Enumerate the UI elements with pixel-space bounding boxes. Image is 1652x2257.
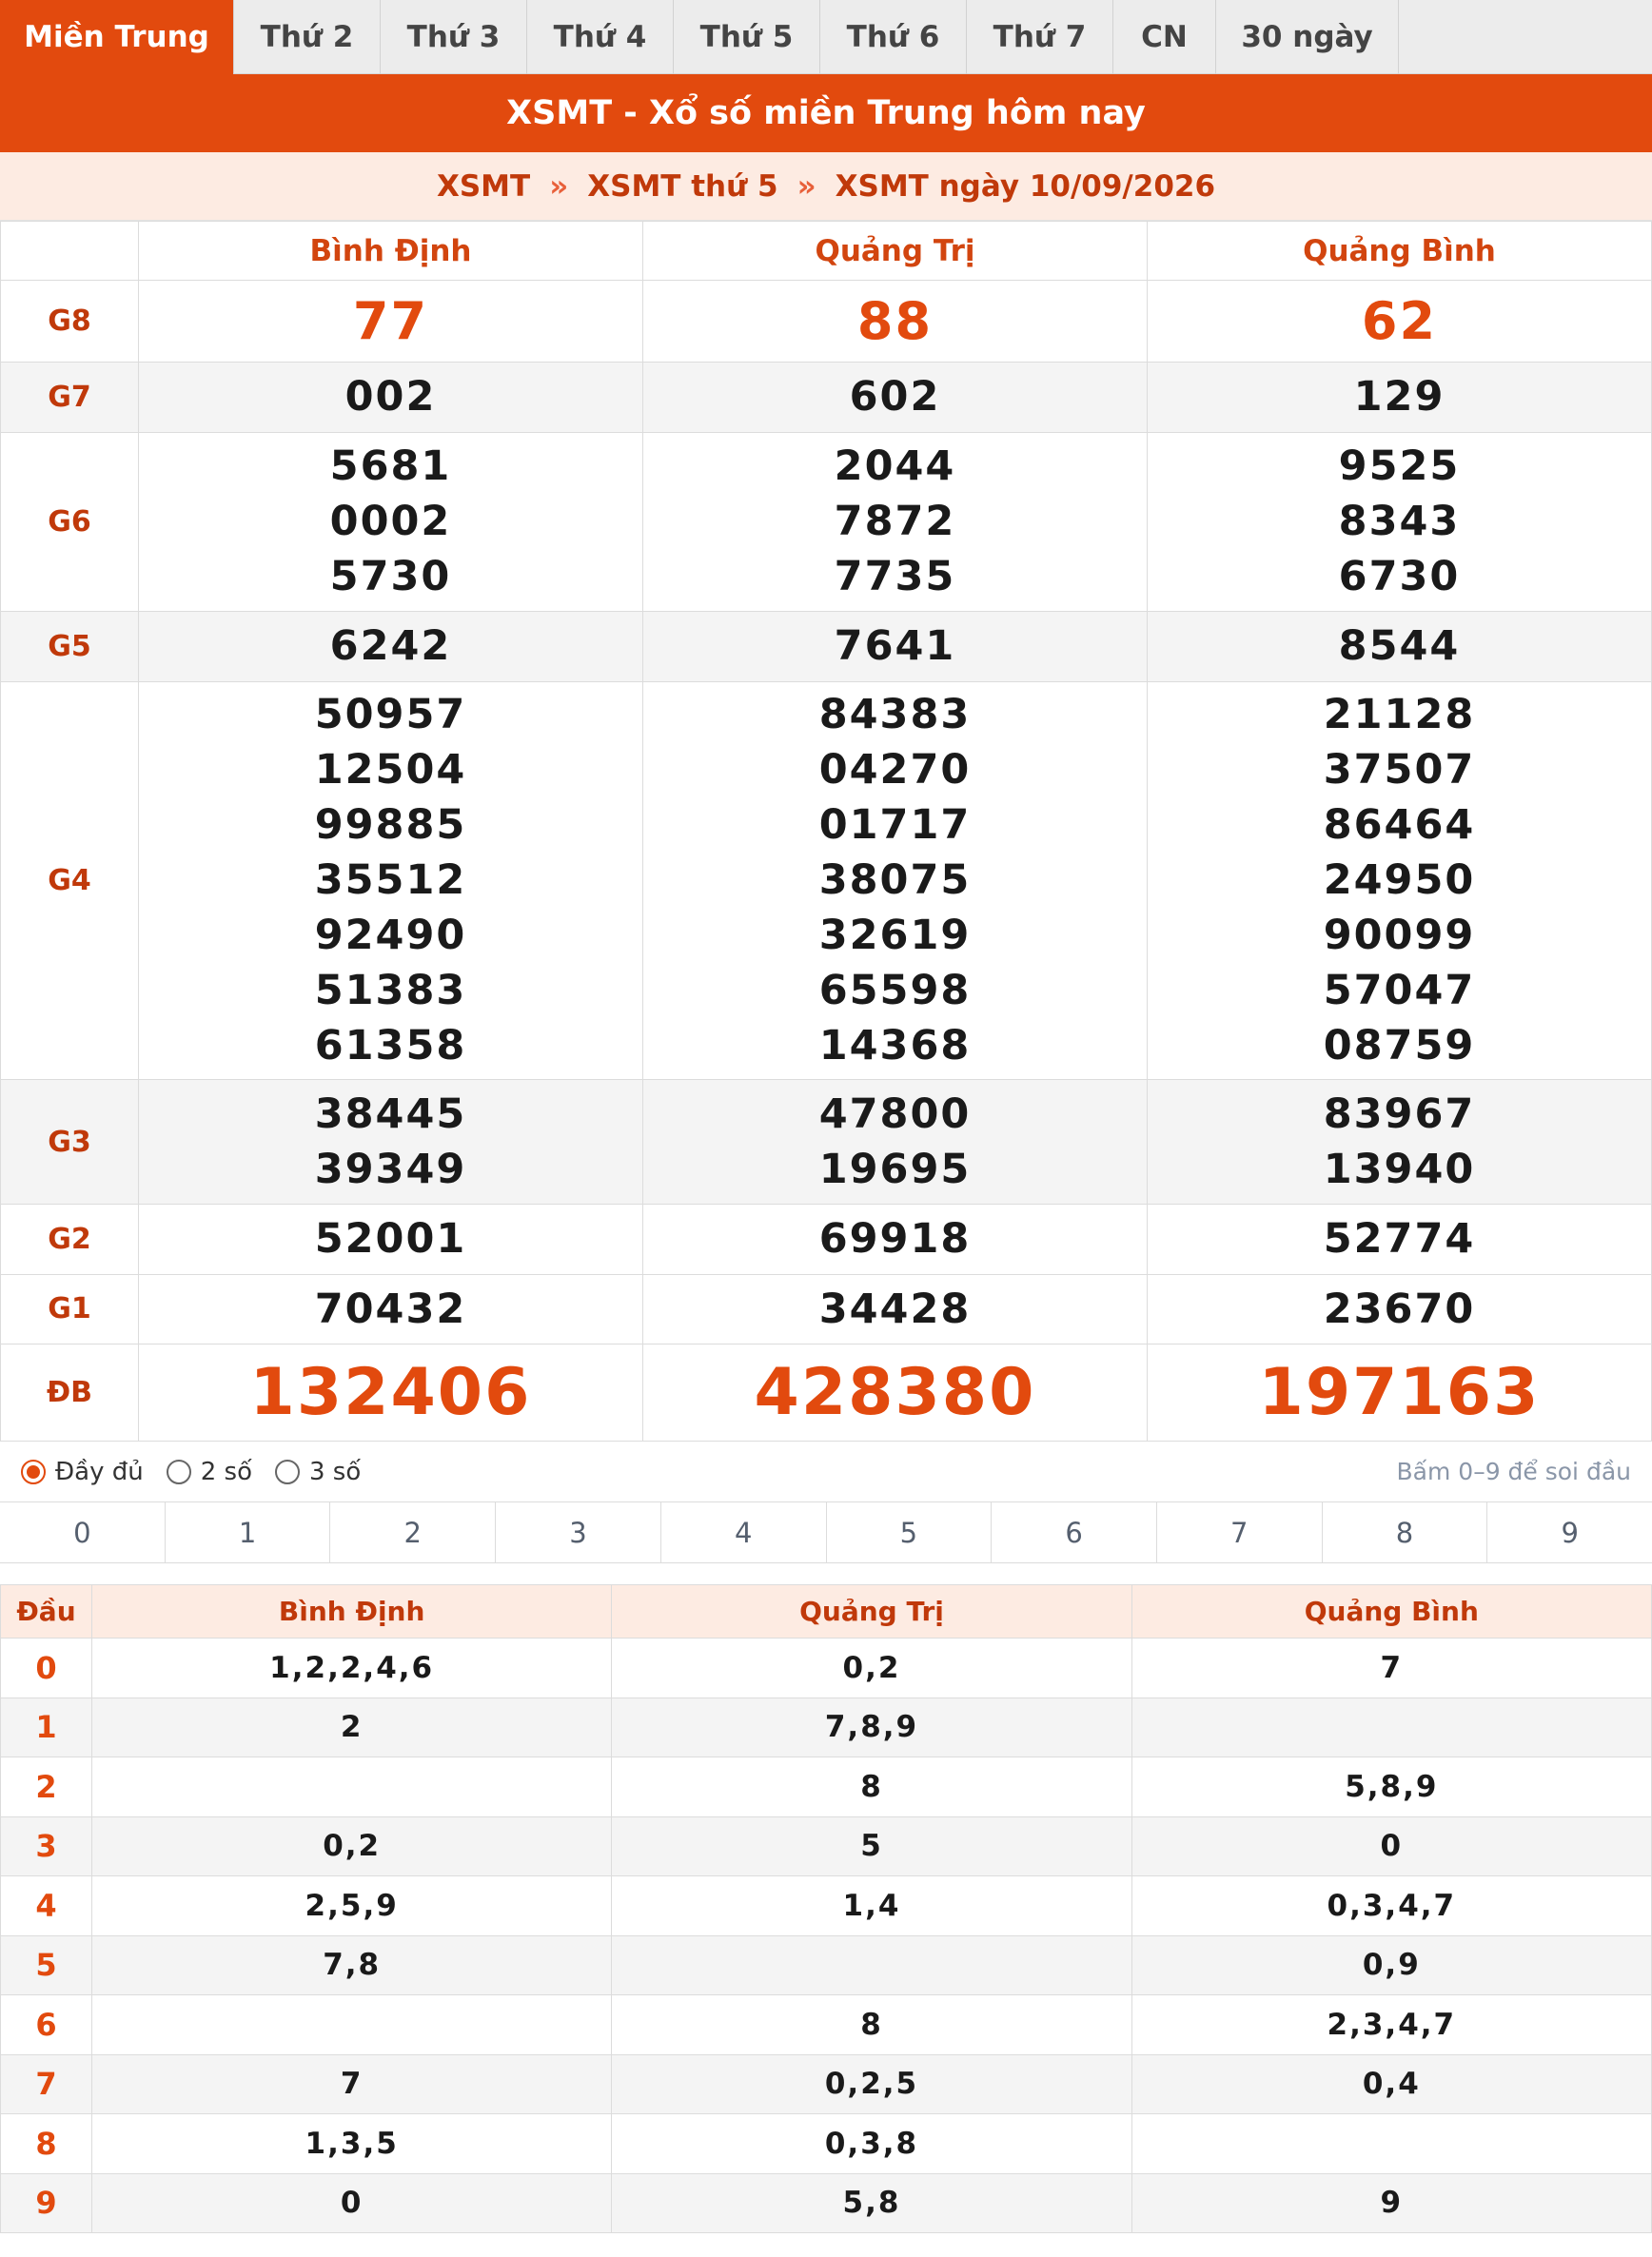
- loto-cell: [92, 1995, 612, 2055]
- prize-cell: [643, 1274, 1148, 1344]
- prize-label: G7: [1, 363, 139, 433]
- winning-number: 38445: [314, 1090, 467, 1138]
- prize-cell: [1148, 681, 1652, 1080]
- winning-number: 197163: [1258, 1354, 1541, 1430]
- winning-number: 6730: [1338, 553, 1461, 601]
- loto-cell: 0,9: [1131, 1935, 1651, 1995]
- digit-button-0[interactable]: 0: [73, 1516, 91, 1549]
- winning-number: 002: [344, 373, 437, 422]
- loto-cell: 8: [612, 1995, 1131, 2055]
- prize-cell: [1148, 1274, 1652, 1344]
- loto-cell: 2,3,4,7: [1131, 1995, 1651, 2055]
- dau-digit: 0: [1, 1639, 92, 1698]
- radio-unchecked-icon[interactable]: [167, 1460, 191, 1484]
- loto-cell: 7,8,9: [612, 1698, 1131, 1757]
- winning-number: 52774: [1323, 1215, 1476, 1264]
- prize-cell: [643, 1344, 1148, 1442]
- winning-number: 61358: [314, 1022, 467, 1070]
- prize-row: [1, 612, 1652, 682]
- digit-button-5[interactable]: 5: [826, 1502, 992, 1562]
- digit-button-9[interactable]: 9: [1486, 1502, 1652, 1562]
- winning-number: 57047: [1323, 967, 1476, 1015]
- page-title: XSMT - Xổ số miền Trung hôm nay: [0, 74, 1652, 152]
- province-header: Quảng Bình: [1148, 222, 1652, 281]
- loto-row: [1, 2173, 1652, 2233]
- province-header: Bình Định: [92, 1585, 612, 1639]
- loto-cell: 0,4: [1131, 2054, 1651, 2114]
- prize-column-header: [1, 222, 139, 281]
- dau-digit: 7: [1, 2054, 92, 2114]
- tab-thu-5[interactable]: Thứ 5: [674, 0, 820, 74]
- winning-number: 99885: [314, 801, 467, 850]
- prize-label: G8: [1, 281, 139, 363]
- winning-number: 08759: [1323, 1022, 1476, 1070]
- winning-number: 01717: [818, 801, 972, 850]
- winning-number: 13940: [1323, 1146, 1476, 1193]
- winning-number: 602: [849, 373, 941, 422]
- display-options: [0, 1442, 1652, 1502]
- winning-number: 0002: [329, 498, 452, 546]
- prize-label: G1: [1, 1274, 139, 1344]
- prize-label: G4: [1, 681, 139, 1080]
- breadcrumb-separator: »: [796, 168, 816, 204]
- loto-cell: 0: [92, 2173, 612, 2233]
- winning-number: 50957: [314, 691, 467, 739]
- loto-cell: [92, 1757, 612, 1817]
- tab-thu-2[interactable]: Thứ 2: [234, 0, 381, 74]
- loto-row: [1, 1816, 1652, 1876]
- prize-cell: [643, 363, 1148, 433]
- prize-cell: [643, 1080, 1148, 1205]
- radio-checked-icon[interactable]: [21, 1460, 46, 1484]
- winning-number: 37507: [1323, 746, 1476, 795]
- digit-button-6[interactable]: 6: [991, 1502, 1156, 1562]
- loto-row: [1, 1995, 1652, 2055]
- winning-number: 65598: [818, 967, 972, 1015]
- loto-cell: 5: [612, 1816, 1131, 1876]
- winning-number: 86464: [1323, 801, 1476, 850]
- loto-cell: 7,8: [92, 1935, 612, 1995]
- results-header-row: [1, 222, 1652, 281]
- prize-row: [1, 363, 1652, 433]
- winning-number: 77: [352, 290, 429, 351]
- breadcrumb-separator: »: [549, 168, 569, 204]
- loto-cell: [1131, 2114, 1651, 2174]
- results-table: [0, 221, 1652, 1442]
- prize-row: [1, 681, 1652, 1080]
- prize-cell: [1148, 432, 1652, 612]
- prize-cell: [643, 1205, 1148, 1275]
- dau-digit: 4: [1, 1876, 92, 1936]
- loto-cell: 0,2: [612, 1639, 1131, 1698]
- province-header: Bình Định: [139, 222, 643, 281]
- prize-cell: [139, 1344, 643, 1442]
- loto-cell: 1,2,2,4,6: [92, 1639, 612, 1698]
- loto-table: [0, 1584, 1652, 2233]
- prize-cell: [139, 1274, 643, 1344]
- loto-row: [1, 1639, 1652, 1698]
- digit-hint: Bấm 0–9 để soi đầu: [1396, 1458, 1631, 1485]
- winning-number: 7641: [834, 622, 956, 671]
- winning-number: 12504: [314, 746, 467, 795]
- prize-label: G5: [1, 612, 139, 682]
- winning-number: 04270: [818, 746, 972, 795]
- tab-mien-trung[interactable]: Miền Trung: [0, 0, 234, 74]
- winning-number: 5730: [329, 553, 452, 601]
- dau-digit: 9: [1, 2173, 92, 2233]
- option-3-digits[interactable]: [275, 1458, 361, 1486]
- prize-row: [1, 1205, 1652, 1275]
- winning-number: 38075: [818, 856, 972, 905]
- prize-cell: [643, 432, 1148, 612]
- dau-digit: 5: [1, 1935, 92, 1995]
- loto-header-row: [1, 1585, 1652, 1639]
- winning-number: 9525: [1338, 442, 1461, 491]
- prize-label: G6: [1, 432, 139, 612]
- prize-label: ĐB: [1, 1344, 139, 1442]
- winning-number: 6242: [329, 622, 452, 671]
- prize-label: G3: [1, 1080, 139, 1205]
- winning-number: 2044: [834, 442, 956, 491]
- winning-number: 90099: [1323, 912, 1476, 960]
- winning-number: 62: [1361, 290, 1438, 351]
- dau-digit: 3: [1, 1816, 92, 1876]
- winning-number: 34428: [818, 1285, 972, 1333]
- winning-number: 32619: [818, 912, 972, 960]
- prize-row: [1, 281, 1652, 363]
- winning-number: 52001: [314, 1215, 467, 1264]
- digit-buttons: [0, 1502, 1652, 1563]
- digit-button-2[interactable]: 2: [329, 1502, 495, 1562]
- prize-cell: [139, 1205, 643, 1275]
- winning-number: 19695: [818, 1146, 972, 1193]
- option-label: 3 số: [308, 1457, 362, 1486]
- digit-button-4[interactable]: 4: [660, 1502, 826, 1562]
- loto-cell: 9: [1131, 2173, 1651, 2233]
- tab-thu-3[interactable]: Thứ 3: [381, 0, 527, 74]
- loto-row: [1, 1698, 1652, 1757]
- prize-cell: [1148, 363, 1652, 433]
- winning-number: 7872: [834, 498, 956, 546]
- winning-number: 92490: [314, 912, 467, 960]
- prize-cell: [643, 681, 1148, 1080]
- loto-cell: 5,8: [612, 2173, 1131, 2233]
- winning-number: 51383: [314, 967, 467, 1015]
- prize-cell: [139, 1080, 643, 1205]
- prize-row: [1, 432, 1652, 612]
- winning-number: 132406: [249, 1354, 532, 1430]
- loto-row: [1, 1757, 1652, 1817]
- winning-number: 24950: [1323, 856, 1476, 905]
- prize-label: G2: [1, 1205, 139, 1275]
- option-label: 2 số: [200, 1457, 252, 1486]
- winning-number: 8544: [1338, 622, 1461, 671]
- prize-cell: [1148, 1080, 1652, 1205]
- winning-number: 35512: [314, 856, 467, 905]
- loto-cell: 1,3,5: [92, 2114, 612, 2174]
- loto-cell: 1,4: [612, 1876, 1131, 1936]
- prize-cell: [139, 281, 643, 363]
- winning-number: 129: [1353, 373, 1446, 422]
- dau-digit: 2: [1, 1757, 92, 1817]
- digit-button-1[interactable]: 1: [165, 1502, 330, 1562]
- breadcrumb: [0, 152, 1652, 221]
- prize-row: [1, 1344, 1652, 1442]
- loto-row: [1, 1876, 1652, 1936]
- winning-number: 69918: [818, 1215, 972, 1264]
- loto-row: [1, 1935, 1652, 1995]
- loto-row: [1, 2054, 1652, 2114]
- winning-number: 23670: [1323, 1285, 1476, 1333]
- prize-row: [1, 1274, 1652, 1344]
- loto-cell: 7: [92, 2054, 612, 2114]
- prize-cell: [643, 612, 1148, 682]
- winning-number: 83967: [1323, 1090, 1476, 1138]
- prize-cell: [139, 612, 643, 682]
- option-full[interactable]: [21, 1458, 144, 1486]
- prize-cell: [139, 432, 643, 612]
- dau-digit: 8: [1, 2114, 92, 2174]
- tab-30-ngay[interactable]: 30 ngày: [1216, 0, 1399, 74]
- loto-row: [1, 2114, 1652, 2174]
- prize-cell: [1148, 612, 1652, 682]
- winning-number: 21128: [1323, 691, 1476, 739]
- winning-number: 39349: [314, 1146, 467, 1193]
- tab-thu-6[interactable]: Thứ 6: [820, 0, 967, 74]
- prize-cell: [1148, 281, 1652, 363]
- tab-thu-4[interactable]: Thứ 4: [527, 0, 674, 74]
- winning-number: 7735: [834, 553, 956, 601]
- loto-cell: 7: [1131, 1639, 1651, 1698]
- winning-number: 8343: [1338, 498, 1461, 546]
- breadcrumb-link-xsmt-thu-5[interactable]: XSMT thứ 5: [587, 168, 778, 204]
- prize-cell: [643, 281, 1148, 363]
- winning-number: 88: [856, 290, 934, 351]
- tab-chu-nhat[interactable]: CN: [1113, 0, 1216, 74]
- loto-cell: 8: [612, 1757, 1131, 1817]
- loto-cell: 2,5,9: [92, 1876, 612, 1936]
- option-2-digits[interactable]: [167, 1458, 252, 1486]
- winning-number: 428380: [754, 1354, 1036, 1430]
- province-header: Quảng Trị: [612, 1585, 1131, 1639]
- loto-cell: 0,2: [92, 1816, 612, 1876]
- prize-cell: [1148, 1344, 1652, 1442]
- winning-number: 47800: [818, 1090, 972, 1138]
- prize-cell: [139, 363, 643, 433]
- winning-number: 14368: [818, 1022, 972, 1070]
- tab-thu-7[interactable]: Thứ 7: [967, 0, 1113, 74]
- loto-cell: 0,3,4,7: [1131, 1876, 1651, 1936]
- prize-cell: [139, 681, 643, 1080]
- province-header: Quảng Trị: [643, 222, 1148, 281]
- digit-button-3[interactable]: 3: [495, 1502, 660, 1562]
- option-label: Đầy đủ: [55, 1457, 144, 1486]
- dau-header: Đầu: [1, 1585, 92, 1639]
- loto-cell: [612, 1935, 1131, 1995]
- winning-number: 84383: [818, 691, 972, 739]
- loto-cell: 0: [1131, 1816, 1651, 1876]
- dau-digit: 6: [1, 1995, 92, 2055]
- winning-number: 70432: [314, 1285, 467, 1333]
- winning-number: 5681: [329, 442, 452, 491]
- province-header: Quảng Bình: [1131, 1585, 1651, 1639]
- loto-cell: [1131, 1698, 1651, 1757]
- loto-cell: 0,3,8: [612, 2114, 1131, 2174]
- dau-digit: 1: [1, 1698, 92, 1757]
- loto-cell: 0,2,5: [612, 2054, 1131, 2114]
- loto-cell: 5,8,9: [1131, 1757, 1651, 1817]
- digit-button-7[interactable]: 7: [1156, 1502, 1322, 1562]
- prize-cell: [1148, 1205, 1652, 1275]
- region-tabs: [0, 0, 1652, 74]
- prize-row: [1, 1080, 1652, 1205]
- breadcrumb-current: XSMT ngày 10/09/2026: [835, 168, 1216, 204]
- digit-button-8[interactable]: 8: [1322, 1502, 1487, 1562]
- breadcrumb-link-xsmt[interactable]: XSMT: [436, 168, 531, 204]
- radio-unchecked-icon[interactable]: [275, 1460, 300, 1484]
- loto-cell: 2: [92, 1698, 612, 1757]
